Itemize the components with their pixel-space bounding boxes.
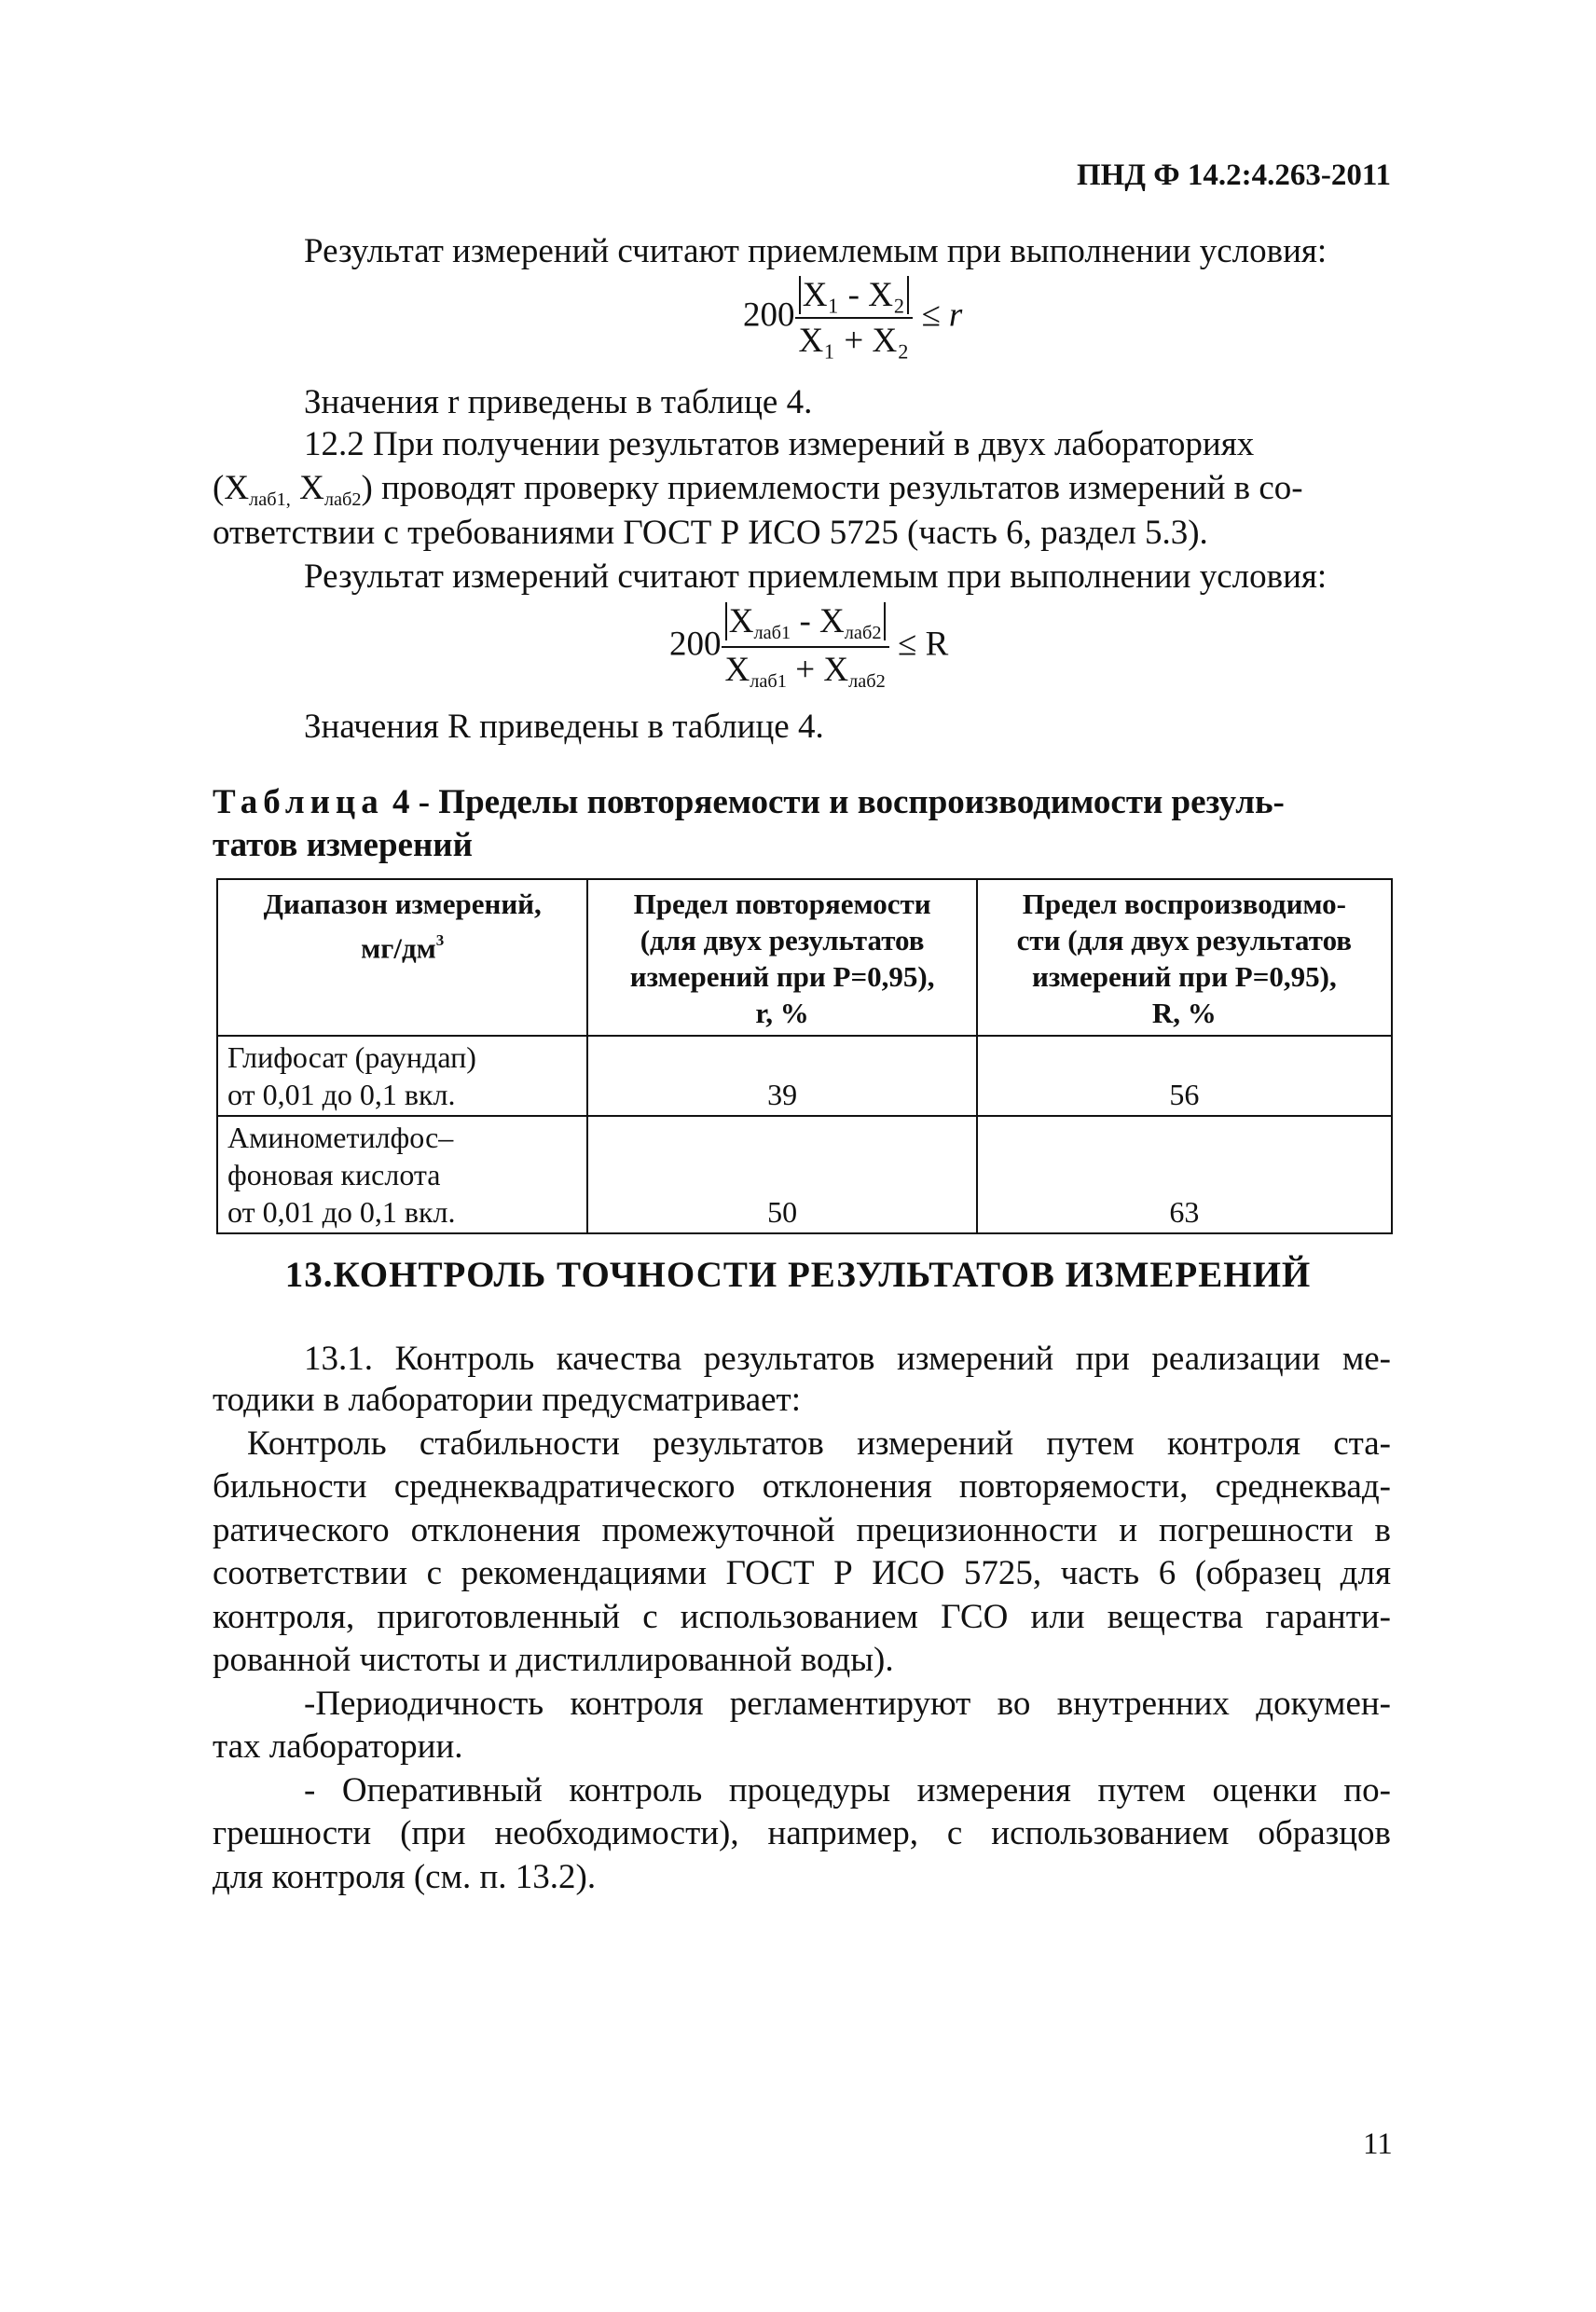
document-code: ПНД Ф 14.2:4.263-2011 [1076,158,1391,192]
subscript-lab2: лаб2 [323,489,362,511]
cell-repeatability: 50 [587,1116,976,1233]
limits-table [216,878,1393,1234]
s13-line-12: грешности (при необходимости), например, с использованием образцов [213,1814,1391,1852]
table-caption-label: Таблица [213,783,384,821]
cell-range: Глифосат (раундап) от 0,01 до 0,1 вкл. [217,1036,587,1116]
table-caption [213,781,1391,867]
s13-line-9: -Периодичность контроля регламентируют во внутренних докумен- [304,1685,1391,1723]
table-caption-title: 4 - Пределы повторяемости и воспроизводимости резуль- [383,783,1285,821]
s13-line-7: контроля, приготовленный с использованием ГСО или вещества гаранти- [213,1598,1391,1636]
formula-numerator: $X_{лаб1} - X_{лаб2}$ [725,602,886,640]
s13-line-13: для контроля (см. п. 13.2). [213,1858,597,1896]
formula-coefficient: 200 [743,296,795,335]
paragraph-r-values: Значения r приведены в таблице 4. [304,383,813,421]
text-fragment: X [290,469,324,507]
cell-reproducibility: 56 [977,1036,1392,1116]
paragraph-12-2-line2 [213,468,1303,511]
section-13-heading: 13.КОНТРОЛЬ ТОЧНОСТИ РЕЗУЛЬТАТОВ ИЗМЕРЕНИЙ [284,1255,1312,1295]
cell-range: Аминометилфос– фоновая кислота от 0,01 до 0,1 вкл. [217,1116,587,1233]
s13-line-6: соответствии с рекомендациями ГОСТ Р ИСО 5725, часть 6 (образец для [213,1554,1391,1592]
formula-repeatability [743,275,962,361]
s13-line-10: тах лаборатории. [213,1727,463,1766]
formula-fraction [795,275,914,361]
paragraph-R-values: Значения R приведены в таблице 4. [304,708,824,746]
column-header-reproducibility: Предел воспроизводимо- сти (для двух результатов измерений при P=0,95), R, % [977,879,1392,1036]
formula-denominator: $X_{лаб1} + X_{лаб2}$ [724,651,886,693]
formula-relation: ≤ r [921,296,963,335]
formula-numerator: X₁ - X₂ [799,276,909,314]
table-row [217,1036,1392,1116]
s13-line-1: 13.1. Контроль качества результатов измерений при реализации ме- [304,1340,1391,1378]
formula-denominator: X₁ + X₂ [798,322,910,360]
paragraph-12-2-line1: 12.2 При получении результатов измерений в двух лабораториях [304,425,1255,463]
paragraph-acceptance-2: Результат измерений считают приемлемым при выполнении условия: [304,557,1328,596]
s13-line-8: рованной чистоты и дистиллированной воды). [213,1641,894,1679]
paragraph-12-2-line3: ответствии с требованиями ГОСТ Р ИСО 5725 (часть 6, раздел 5.3). [213,514,1208,552]
formula-relation: ≤ R [898,625,949,664]
formula-reproducibility [669,601,948,693]
paragraph-acceptance-1: Результат измерений считают приемлемым при выполнении условия: [304,232,1328,270]
column-header-repeatability: Предел повторяемости (для двух результатов измерений при P=0,95), r, % [587,879,976,1036]
formula-coefficient: 200 [669,625,722,664]
cell-reproducibility: 63 [977,1116,1392,1233]
table-row [217,1116,1392,1233]
s13-line-5: ратического отклонения промежуточной прецизионности и погрешности в [213,1511,1391,1549]
formula-fraction [722,601,889,693]
s13-line-11: - Оперативный контроль процедуры измерения путем оценки по- [304,1771,1391,1810]
table-header-row [217,879,1392,1036]
cell-repeatability: 39 [587,1036,976,1116]
subscript-lab1: лаб1, [249,489,291,511]
column-header-range: Диапазон измерений, $мг/дм^3$ [217,879,587,1036]
page-number: 11 [1363,2127,1393,2161]
s13-line-4: бильности среднеквадратического отклонения повторяемости, среднеквад- [213,1467,1391,1506]
s13-line-2: тодики в лаборатории предусматривает: [213,1381,802,1419]
s13-line-3: Контроль стабильности результатов измерений путем контроля ста- [247,1424,1391,1463]
text-fragment: ) проводят проверку приемлемости результатов измерений в со- [361,469,1303,507]
text-fragment: (X [213,469,250,507]
table-caption-line2: татов измерений [213,826,473,864]
